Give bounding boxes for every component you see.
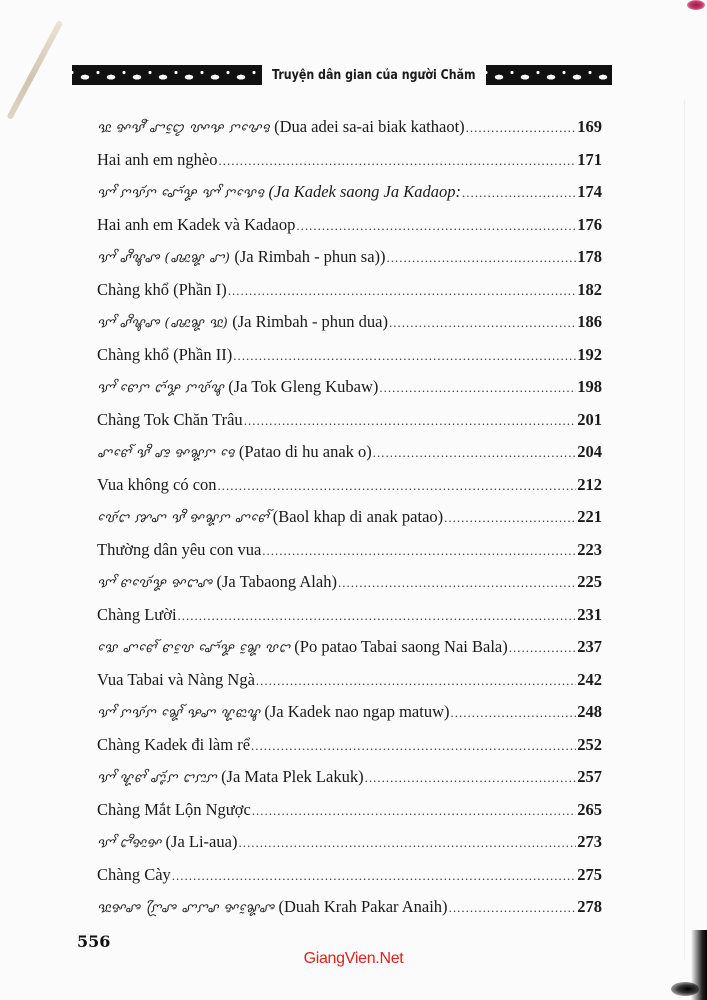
toc-entry	[97, 114, 602, 147]
toc-entry-title: (Ja Tabaong Alah)	[216, 572, 337, 591]
toc-page-number: 223	[577, 539, 602, 559]
cham-script-title: ꨝꨯꨮꨤ ꨇꨚ ꨕꨪ ꨀꨘꨆ ꨚꨓꨯꨱ	[97, 511, 269, 526]
toc-page-number: 212	[577, 474, 602, 494]
toc-page-number: 182	[577, 279, 602, 299]
toc-entry-title: Vua không có con	[97, 474, 217, 494]
toc-entry	[97, 309, 602, 342]
cham-script-title: ꨛꨯ ꨚꨓꨯꨱ ꨓꨝꨰ ꨧꨯꨮꨋ ꨘꨰ ꨝꨤ	[97, 641, 291, 656]
toc-page-number: 231	[577, 604, 602, 624]
toc-entry	[97, 277, 602, 310]
toc-entry-title: (Dua adei sa-ai biak kathaot)	[274, 117, 465, 136]
pencil-streak	[6, 20, 63, 120]
toc-entry-title: Chàng Cày	[97, 864, 171, 884]
toc-page-number: 178	[577, 247, 602, 266]
dot-leader	[178, 603, 577, 629]
thumb-shadow	[671, 982, 699, 996]
toc-entry	[97, 699, 602, 732]
dot-leader	[256, 668, 576, 694]
toc-page-number: 278	[577, 897, 602, 916]
toc-entry	[97, 764, 602, 797]
toc-page-number: 204	[577, 442, 602, 461]
toc-entry	[97, 342, 602, 375]
watermark: GiangVien.Net	[303, 950, 404, 967]
toc-entry-title: (Ja Li-aua)	[165, 832, 238, 851]
cham-script-title: ꨎꨩ ꨆꨕꨮꨆ ꨘꨯꨱ ꨊꨚ ꨠꨓꨭꨥ	[97, 706, 261, 721]
dot-leader	[219, 148, 577, 174]
toc-entry-title: (Patao di hu anak o)	[238, 442, 372, 461]
toc-entry-title: (Ja Kadek saong Ja Kadaop:	[268, 182, 461, 201]
toc-page-number: 265	[577, 799, 602, 819]
toc-entry	[97, 797, 602, 830]
dot-leader	[172, 863, 576, 889]
dot-leader	[228, 278, 577, 304]
toc-entry-title: Hai anh em nghèo	[97, 149, 218, 169]
toc-page-number: 275	[577, 864, 602, 884]
toc-entry-title: Chàng Mắt Lộn Ngược	[97, 799, 251, 819]
dot-leader	[444, 505, 576, 531]
dot-leader	[296, 213, 576, 239]
toc-entry	[97, 212, 602, 245]
table-of-contents	[97, 114, 602, 927]
dot-leader	[389, 310, 576, 336]
corner-mark	[687, 0, 705, 10]
toc-page-number: 252	[577, 734, 602, 754]
toc-entry	[97, 634, 602, 667]
dot-leader	[252, 798, 576, 824]
toc-entry	[97, 667, 602, 700]
toc-entry	[97, 439, 602, 472]
toc-entry	[97, 829, 602, 862]
toc-entry	[97, 179, 602, 212]
toc-page-number: 242	[577, 669, 602, 689]
toc-entry-title: Chàng Tok Chăn Trâu	[97, 409, 243, 429]
ornament-band-left-icon	[72, 65, 262, 85]
dot-leader	[338, 570, 576, 596]
running-title: Truyện dân gian của người Chăm	[272, 67, 476, 83]
toc-entry-title: Chàng khổ (Phần I)	[97, 279, 227, 299]
toc-entry	[97, 472, 602, 505]
page-edge-line	[684, 100, 685, 960]
toc-page-number: 237	[577, 637, 602, 656]
toc-entry-title: (Duah Krah Pakar Anaih)	[278, 897, 448, 916]
toc-page-number: 171	[577, 149, 602, 169]
dot-leader	[365, 765, 577, 791]
toc-entry-title: (Ja Tok Gleng Kubaw)	[228, 377, 379, 396]
toc-page-number: 201	[577, 409, 602, 429]
dot-leader	[244, 408, 577, 434]
toc-page-number: 169	[577, 117, 602, 136]
dot-leader	[379, 375, 576, 401]
toc-page-number: 192	[577, 344, 602, 364]
dot-leader	[462, 180, 576, 206]
toc-entry-title: (Ja Rimbah - phun dua)	[232, 312, 389, 331]
cham-script-title: ꨎꨩ ꨣꨪꨡꨨ (ꨜꨭꨘ ꨧ)	[97, 251, 231, 266]
dot-leader	[238, 830, 576, 856]
toc-entry	[97, 862, 602, 895]
toc-entry-title: (Ja Rimbah - phun sa))	[234, 247, 386, 266]
toc-entry	[97, 407, 602, 440]
toc-page-number: 176	[577, 214, 602, 234]
cham-script-title: ꨕꨭꨀꨨ ꨆꨴꨨ ꨚꨆꨣ ꨀꨘꨰꨨ	[97, 901, 275, 916]
toc-entry-title: Chàng Lười	[97, 604, 177, 624]
dot-leader	[451, 700, 577, 726]
toc-entry	[97, 504, 602, 537]
cham-script-title: ꨚꨓꨯꨱ ꨕꨪ ꨨꨭ ꨀꨘꨆ ꨅꨯ	[97, 446, 235, 461]
dot-leader	[262, 538, 576, 564]
toc-entry-title: Chàng khổ (Phần II)	[97, 344, 233, 364]
toc-entry-title: (Ja Kadek nao ngap matuw)	[264, 702, 450, 721]
toc-page-number: 174	[577, 182, 602, 201]
cham-script-title: ꨕꨭ ꨀꨕꨬ ꨧꨄꨰ ꨝꨳꨊ ꨆꨔꨯꨅ	[97, 121, 271, 136]
dot-leader	[218, 473, 577, 499]
cham-script-title: ꨎꨩ ꨤꨪꨀꨭꨀ	[97, 836, 162, 851]
toc-entry-title: (Baol khap di anak patao)	[272, 507, 444, 526]
cham-script-title: ꨎꨩ ꨣꨪꨡꨨ (ꨜꨭꨘ ꨕꨭ)	[97, 316, 229, 331]
cham-script-title: ꨎꨩ ꨓꨯꨆ ꨈꨮꨋ ꨆꨝꨮꨥ	[97, 381, 225, 396]
running-header	[72, 62, 612, 88]
toc-entry-title: (Po patao Tabai saong Nai Bala)	[294, 637, 508, 656]
dot-leader	[387, 245, 577, 271]
toc-entry-title: (Ja Mata Plek Lakuk)	[221, 767, 364, 786]
toc-page-number: 257	[577, 767, 602, 786]
toc-page-number: 225	[577, 572, 602, 591]
toc-entry	[97, 732, 602, 765]
dot-leader	[251, 733, 576, 759]
toc-entry	[97, 244, 602, 277]
toc-page-number: 273	[577, 832, 602, 851]
page-number: 556	[77, 932, 111, 951]
toc-entry-title: Vua Tabai và Nàng Ngà	[97, 669, 255, 689]
cham-script-title: ꨎꨩ ꨆꨕꨮꨆ ꨧꨯꨮꨋ ꨎꨩ ꨆꨕꨯꨅ	[97, 186, 265, 201]
dot-leader	[449, 895, 577, 921]
toc-page-number: 186	[577, 312, 602, 331]
ornament-band-right-icon	[486, 65, 612, 85]
toc-entry	[97, 537, 602, 570]
toc-entry-title: Hai anh em Kadek và Kadaop	[97, 214, 296, 234]
dot-leader	[233, 343, 576, 369]
dot-leader	[466, 115, 577, 141]
cham-script-title: ꨎꨩ ꨠꨓꨩ ꨚꨵꨮꨆ ꨤꨆꨭꨆ	[97, 771, 218, 786]
toc-entry-title: Chàng Kadek đi làm rể	[97, 734, 251, 754]
toc-entry	[97, 374, 602, 407]
cham-script-title: ꨎꨩ ꨓꨝꨯꨮꨋ ꨀꨤꨨ	[97, 576, 213, 591]
dot-leader	[373, 440, 576, 466]
dot-leader	[509, 635, 577, 661]
toc-page-number: 198	[577, 377, 602, 396]
toc-entry	[97, 147, 602, 180]
toc-entry-title: Thường dân yêu con vua	[97, 539, 262, 559]
toc-page-number: 221	[577, 507, 602, 526]
toc-entry	[97, 602, 602, 635]
toc-entry	[97, 569, 602, 602]
toc-page-number: 248	[577, 702, 602, 721]
toc-entry	[97, 894, 602, 927]
